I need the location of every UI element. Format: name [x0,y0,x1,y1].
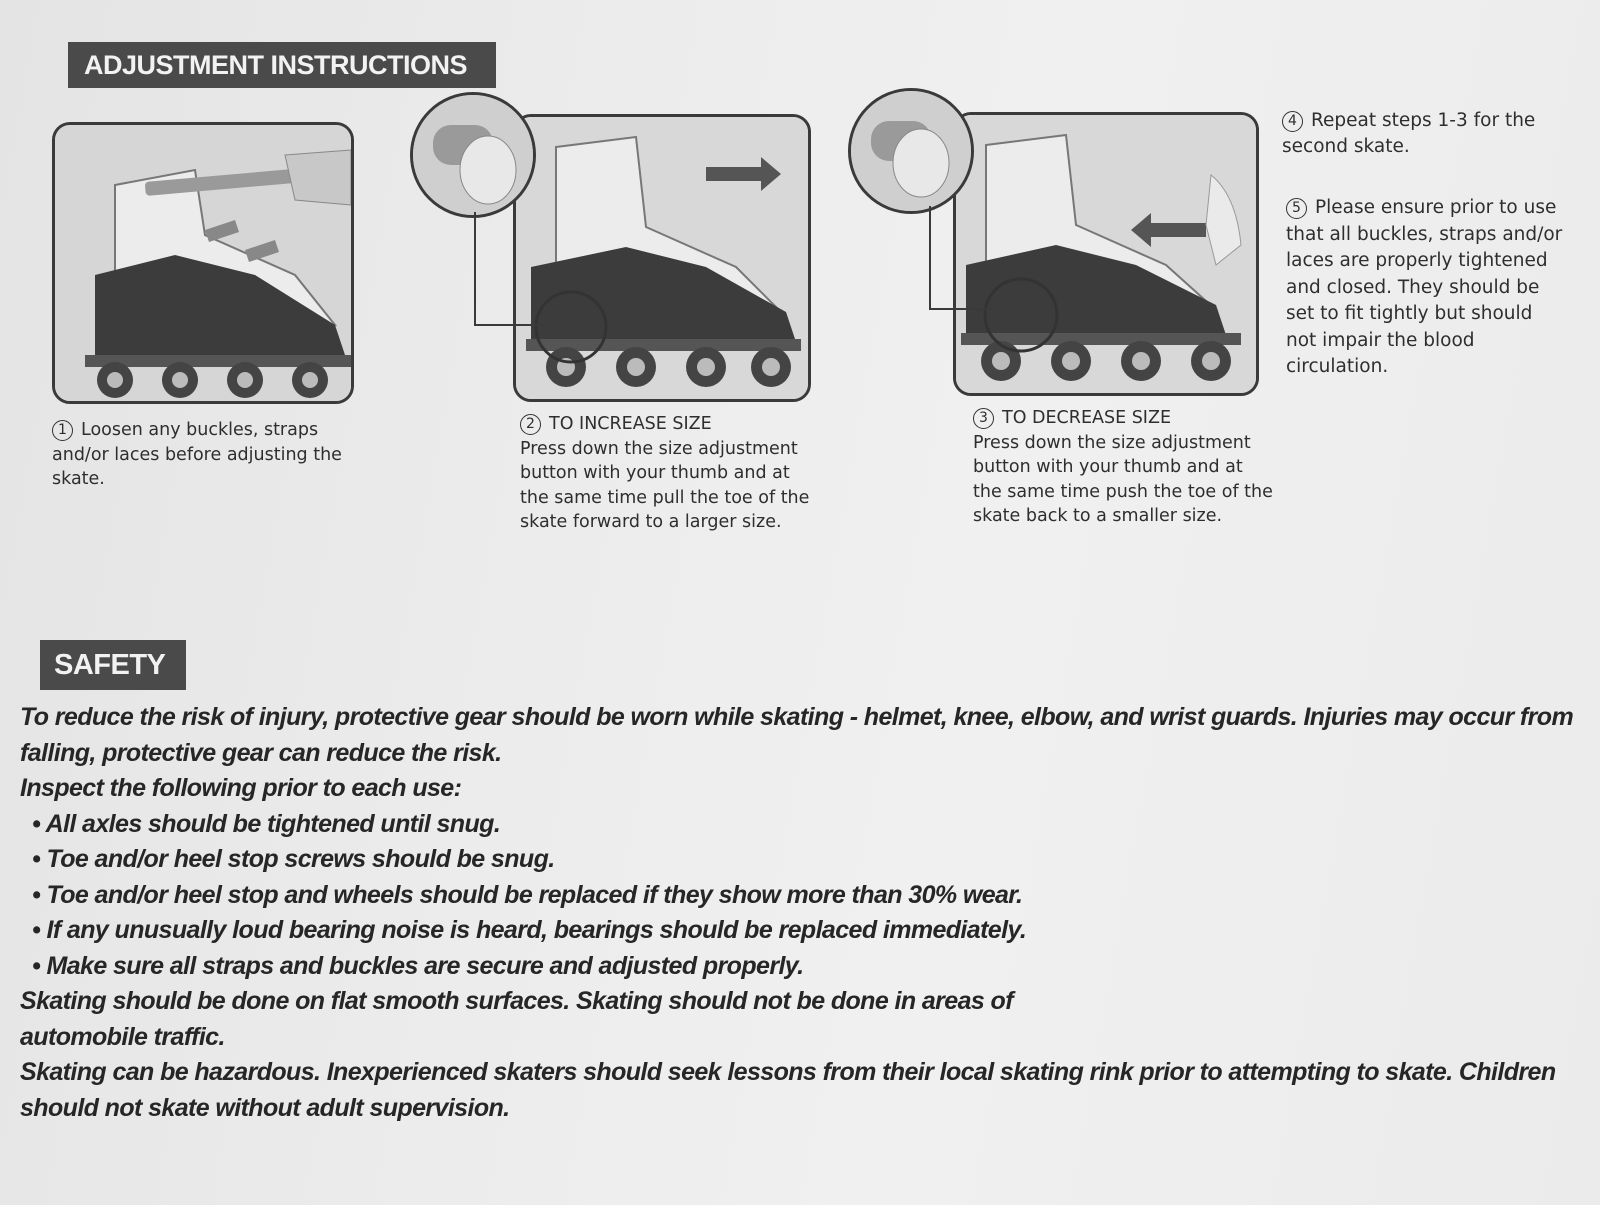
step-3-title: TO DECREASE SIZE [1002,408,1172,428]
step-5-description: Please ensure prior to use that all buckles, straps and/or laces are properly tightened and closed. They should be set to fit tightly but should not impair the blood circulation. [1286,197,1563,377]
step-3-text [973,406,1273,529]
step-5-text [1286,195,1568,381]
step-4-text [1282,108,1562,160]
safety-intro: To reduce the risk of injury, protective gear should be worn while skating - helmet, knee, elbow, and wrist guards. Injuries may occur from falling, protective gear can reduce the risk. [20,703,1574,767]
safety-surfaces: Skating should be done on flat smooth surfaces. Skating should not be done in areas of automobile traffic. [20,987,1013,1051]
adjustment-instructions-header: ADJUSTMENT INSTRUCTIONS [68,42,496,88]
step-2-number: 2 [520,414,541,435]
step-1-description: Loosen any buckles, straps and/or laces before adjusting the skate. [52,420,342,489]
step-3-number: 3 [973,408,994,429]
safety-header: SAFETY [40,640,186,690]
step-2-description: Press down the size adjustment button with your thumb and at the same time pull the toe of the skate forward to a larger size. [520,438,810,532]
safety-bullet: • All axles should be tightened until snug. [32,809,501,838]
step-3-description: Press down the size adjustment button with your thumb and at the same time push the toe of the skate back to a smaller size. [973,432,1273,526]
step-2-text [520,412,820,535]
safety-bullet: • Toe and/or heel stop and wheels should be replaced if they show more than 30% wear. [32,880,1023,909]
step-1-number: 1 [52,420,73,441]
step-3-connector-line [929,206,993,310]
safety-section [20,700,1580,1126]
step-2-title: TO INCREASE SIZE [549,414,712,434]
step-2-zoom-inset [410,92,536,218]
step-1-illustration [52,122,354,404]
step-4-number: 4 [1282,111,1303,132]
step-3-zoom-inset [848,88,974,214]
safety-bullet: • Make sure all straps and buckles are secure and adjusted properly. [32,951,804,980]
safety-inspect-heading: Inspect the following prior to each use: [20,774,462,802]
safety-bullet: • Toe and/or heel stop screws should be snug. [32,845,555,873]
step-4-description: Repeat steps 1-3 for the second skate. [1282,110,1536,157]
safety-hazard: Skating can be hazardous. Inexperienced skaters should seek lessons from their local skating rink prior to attempting to skate. Children should not skate without adult supervision. [20,1058,1556,1122]
step-3-illustration [953,112,1259,396]
step-2-illustration [513,114,811,402]
step-2-connector-line [474,212,544,326]
step-1-text [52,418,362,492]
step-5-number: 5 [1286,198,1307,219]
safety-bullet: • If any unusually loud bearing noise is heard, bearings should be replaced immediately. [32,916,1027,944]
